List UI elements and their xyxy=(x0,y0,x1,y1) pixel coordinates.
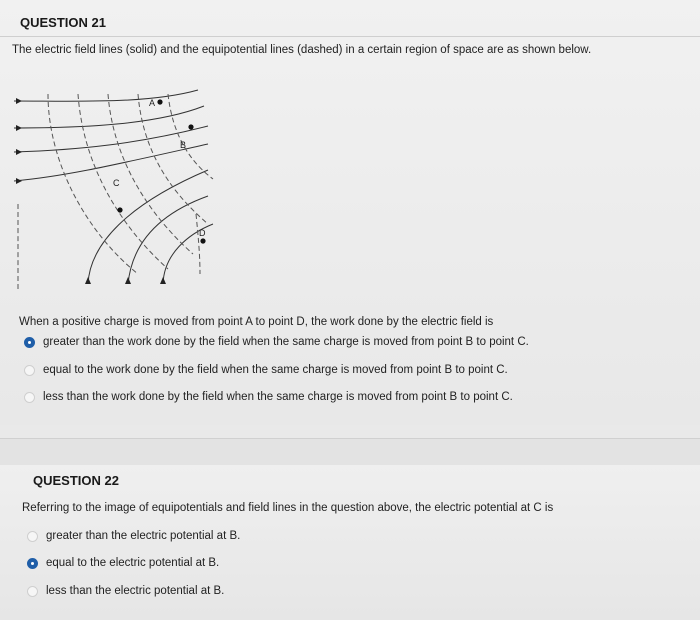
field-line xyxy=(14,90,198,101)
q21-option-3-radio[interactable] xyxy=(24,392,35,403)
q22-option-2-radio[interactable] xyxy=(27,558,38,569)
q21-option-2[interactable] xyxy=(24,364,508,376)
q22-option-3-radio[interactable] xyxy=(27,586,38,597)
q21-option-2-radio[interactable] xyxy=(24,365,35,376)
point-b-label: B xyxy=(180,140,187,150)
equipotential-line xyxy=(78,94,168,269)
equipotential-line xyxy=(168,94,213,179)
field-line xyxy=(88,170,208,284)
q22-option-1[interactable] xyxy=(27,530,240,542)
q22-option-3-label: less than the electric potential at B. xyxy=(46,585,225,597)
question-21-title: QUESTION 21 xyxy=(20,15,106,30)
equipotential-line xyxy=(138,94,208,224)
field-line xyxy=(14,144,208,181)
point-c-dot xyxy=(117,207,122,212)
field-lines-diagram xyxy=(8,84,223,302)
field-arrow xyxy=(16,125,22,131)
point-a-dot xyxy=(157,99,162,104)
point-d-dot xyxy=(200,238,205,243)
q21-option-1-label: greater than the work done by the field when the same charge is moved from point B to point C. xyxy=(43,336,529,348)
q21-option-3-label: less than the work done by the field when the same charge is moved from point B to point C. xyxy=(43,391,513,403)
field-arrow xyxy=(16,149,22,155)
field-line xyxy=(163,224,213,284)
q22-option-2[interactable] xyxy=(27,557,219,569)
point-a-label: A xyxy=(149,98,156,108)
q22-option-3[interactable] xyxy=(27,585,224,597)
field-lines-figure xyxy=(8,84,223,302)
point-d-label: D xyxy=(199,228,206,238)
q21-option-1[interactable] xyxy=(24,336,529,348)
field-line xyxy=(14,126,208,152)
field-arrow xyxy=(125,277,131,284)
equipotential-line xyxy=(48,94,138,274)
question-separator xyxy=(0,438,700,466)
question-22-text: Referring to the image of equipotentials and field lines in the question above, the electric potential at C is xyxy=(22,502,554,514)
point-c-label: C xyxy=(113,178,120,188)
q21-option-3[interactable] xyxy=(24,391,513,403)
equipotential-line xyxy=(108,94,193,254)
q22-option-2-label: equal to the electric potential at B. xyxy=(46,557,220,569)
field-arrow xyxy=(160,277,166,284)
question-22-title: QUESTION 22 xyxy=(33,473,119,488)
q21-option-2-label: equal to the work done by the field when the same charge is moved from point B to point C. xyxy=(43,364,508,376)
question-21-divider xyxy=(0,36,700,37)
equipotential-line xyxy=(196,214,200,274)
q22-option-1-radio[interactable] xyxy=(27,531,38,542)
question-22-block xyxy=(0,465,700,620)
field-arrow xyxy=(16,98,22,104)
question-21-text: When a positive charge is moved from point A to point D, the work done by the electric field is xyxy=(19,316,494,328)
field-line xyxy=(14,106,204,128)
question-21-prompt: The electric field lines (solid) and the equipotential lines (dashed) in a certain region of space are as shown below. xyxy=(12,44,592,56)
q21-option-1-radio[interactable] xyxy=(24,337,35,348)
field-arrow xyxy=(85,277,91,284)
q22-option-1-label: greater than the electric potential at B. xyxy=(46,530,241,542)
field-arrow xyxy=(16,178,22,184)
point-b-dot xyxy=(188,124,193,129)
